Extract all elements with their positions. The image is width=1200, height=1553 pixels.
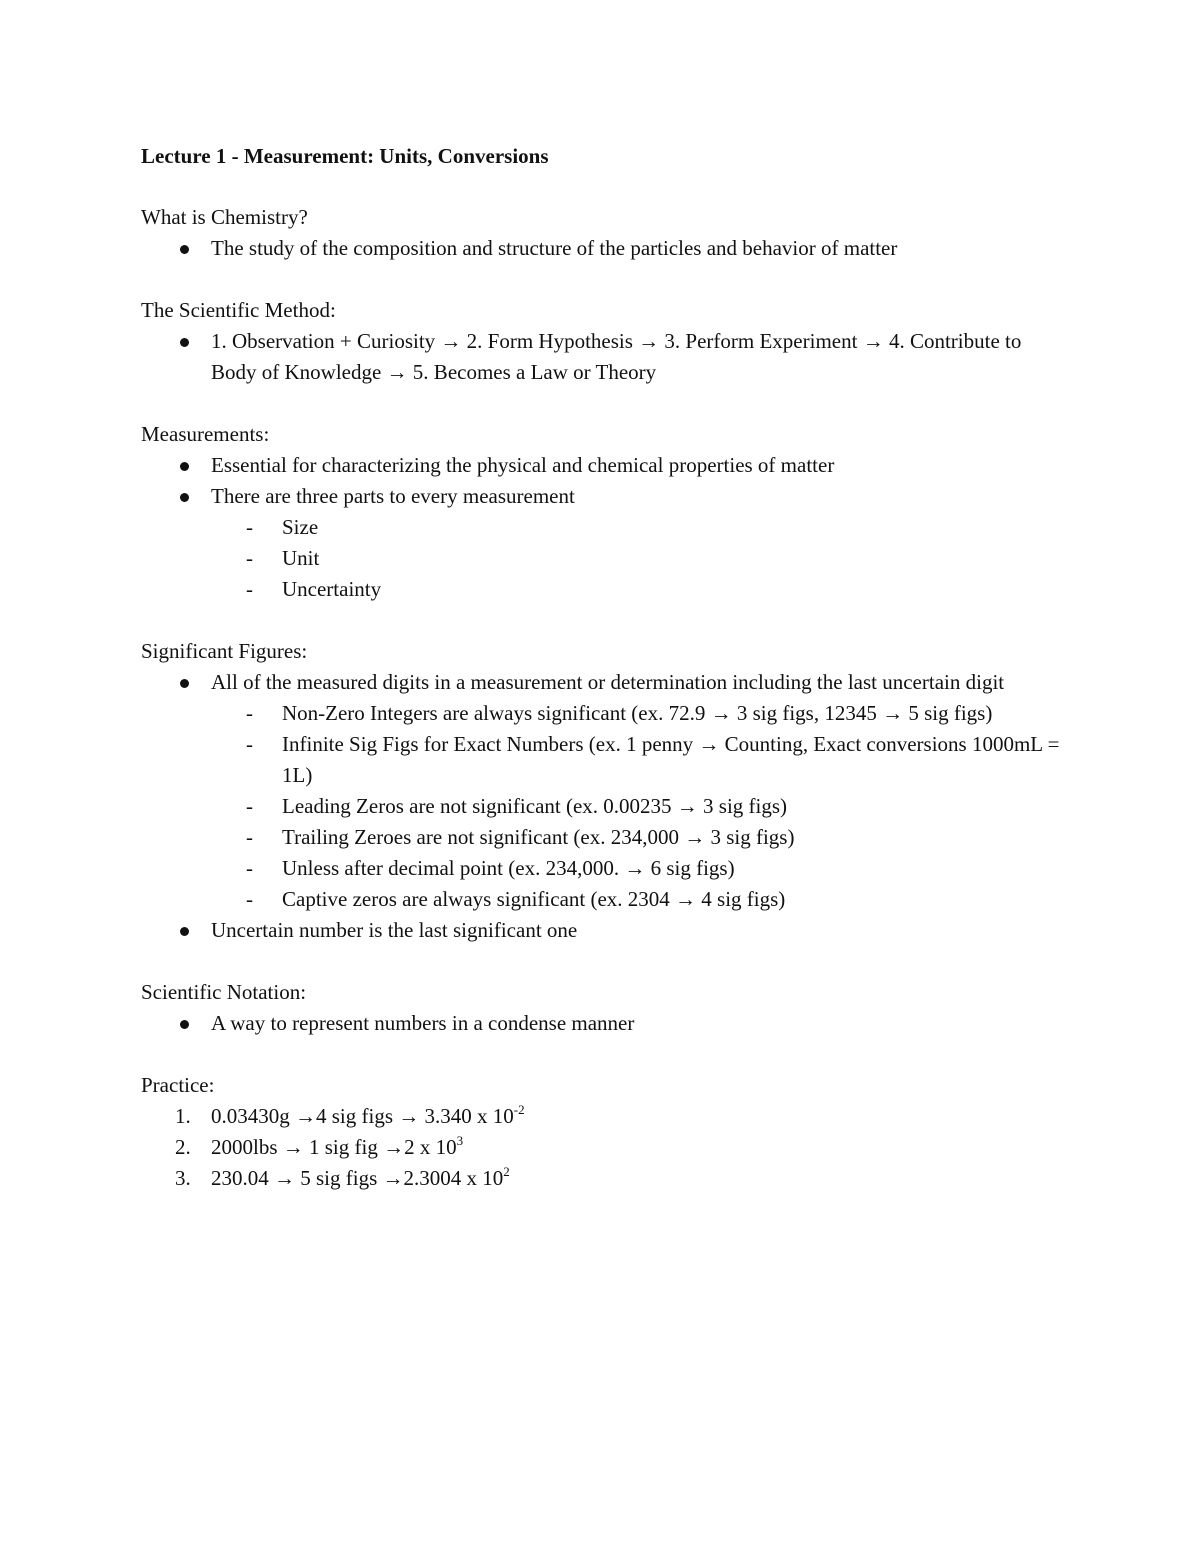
section-heading: Scientific Notation: bbox=[141, 980, 307, 1004]
bullet-list bbox=[141, 450, 1061, 605]
dash-icon: - bbox=[246, 701, 253, 725]
bullet-icon bbox=[180, 679, 189, 688]
dash-text: Captive zeros are always significant (ex. 2304 → 4 sig figs) bbox=[282, 887, 786, 911]
practice-number: 3. bbox=[175, 1166, 191, 1190]
dash-item bbox=[211, 698, 1061, 729]
bullet-icon bbox=[180, 245, 189, 254]
section-scientific-notation bbox=[141, 977, 1061, 1039]
practice-number: 1. bbox=[175, 1104, 191, 1128]
dash-item bbox=[211, 543, 1061, 574]
dash-icon: - bbox=[246, 887, 253, 911]
practice-exponent: -2 bbox=[513, 1102, 525, 1117]
bullet-text: There are three parts to every measurement bbox=[211, 484, 575, 508]
bullet-item bbox=[141, 1008, 1061, 1039]
section-heading: What is Chemistry? bbox=[141, 205, 308, 229]
dash-list bbox=[211, 512, 1061, 605]
dash-item bbox=[211, 791, 1061, 822]
section-measurements bbox=[141, 419, 1061, 605]
dash-item bbox=[211, 853, 1061, 884]
dash-icon: - bbox=[246, 825, 253, 849]
bullet-text: All of the measured digits in a measurement or determination including the last uncertain digit bbox=[211, 670, 1005, 694]
dash-item bbox=[211, 512, 1061, 543]
dash-text: Size bbox=[282, 515, 319, 539]
dash-icon: - bbox=[246, 515, 253, 539]
dash-list bbox=[211, 698, 1061, 915]
section-practice bbox=[141, 1070, 1061, 1194]
dash-item bbox=[211, 574, 1061, 605]
bullet-icon bbox=[180, 462, 189, 471]
section-heading: The Scientific Method: bbox=[141, 298, 336, 322]
practice-item bbox=[141, 1132, 1061, 1163]
bullet-text: Essential for characterizing the physical and chemical properties of matter bbox=[211, 453, 835, 477]
practice-number: 2. bbox=[175, 1135, 191, 1159]
dash-icon: - bbox=[246, 794, 253, 818]
practice-exponent: 3 bbox=[456, 1133, 464, 1148]
bullet-icon bbox=[180, 927, 189, 936]
bullet-item bbox=[141, 326, 1061, 388]
bullet-item bbox=[141, 667, 1061, 915]
dash-icon: - bbox=[246, 856, 253, 880]
practice-text: 230.04 → 5 sig figs →2.3004 x 10 bbox=[211, 1166, 504, 1190]
practice-item bbox=[141, 1163, 1061, 1194]
dash-text: Trailing Zeroes are not significant (ex. 234,000 → 3 sig figs) bbox=[282, 825, 795, 849]
dash-text: Leading Zeros are not significant (ex. 0.00235 → 3 sig figs) bbox=[282, 794, 788, 818]
dash-item bbox=[211, 884, 1061, 915]
practice-list bbox=[141, 1101, 1061, 1194]
practice-text: 2000lbs → 1 sig fig →2 x 10 bbox=[211, 1135, 457, 1159]
bullet-text: Uncertain number is the last significant one bbox=[211, 918, 578, 942]
practice-text: 0.03430g →4 sig figs → 3.340 x 10 bbox=[211, 1104, 514, 1128]
bullet-text: The study of the composition and structure of the particles and behavior of matter bbox=[211, 236, 898, 260]
bullet-item bbox=[141, 915, 1061, 946]
bullet-item bbox=[141, 233, 1061, 264]
dash-text: Unit bbox=[282, 546, 320, 570]
bullet-list bbox=[141, 1008, 1061, 1039]
bullet-item bbox=[141, 450, 1061, 481]
dash-icon: - bbox=[246, 546, 253, 570]
section-chemistry bbox=[141, 202, 1061, 264]
dash-text: Uncertainty bbox=[282, 577, 382, 601]
bullet-text: A way to represent numbers in a condense manner bbox=[211, 1011, 635, 1035]
practice-exponent: 2 bbox=[503, 1164, 510, 1179]
bullet-text: 1. Observation + Curiosity → 2. Form Hypothesis → 3. Perform Experiment → 4. Contribute to Body of Knowledge → 5. Becomes a Law or Theory bbox=[211, 329, 1022, 384]
section-heading: Measurements: bbox=[141, 422, 270, 446]
dash-icon: - bbox=[246, 577, 253, 601]
bullet-icon bbox=[180, 338, 189, 347]
dash-text: Infinite Sig Figs for Exact Numbers (ex. 1 penny → Counting, Exact conversions 1000mL = 1L) bbox=[282, 732, 1060, 787]
dash-item bbox=[211, 729, 1061, 791]
dash-text: Unless after decimal point (ex. 234,000. → 6 sig figs) bbox=[282, 856, 735, 880]
dash-text: Non-Zero Integers are always significant (ex. 72.9 → 3 sig figs, 12345 → 5 sig figs) bbox=[282, 701, 993, 725]
lecture-content bbox=[141, 202, 1061, 1225]
section-significant-figures bbox=[141, 636, 1061, 946]
practice-item bbox=[141, 1101, 1061, 1132]
bullet-icon bbox=[180, 1020, 189, 1029]
bullet-list bbox=[141, 326, 1061, 388]
lecture-title: Lecture 1 - Measurement: Units, Conversions bbox=[141, 144, 549, 168]
dash-item bbox=[211, 822, 1061, 853]
section-heading: Significant Figures: bbox=[141, 639, 308, 663]
dash-icon: - bbox=[246, 732, 253, 756]
bullet-list bbox=[141, 233, 1061, 264]
bullet-list bbox=[141, 667, 1061, 946]
bullet-item bbox=[141, 481, 1061, 605]
section-heading: Practice: bbox=[141, 1073, 215, 1097]
section-scientific-method bbox=[141, 295, 1061, 388]
bullet-icon bbox=[180, 493, 189, 502]
